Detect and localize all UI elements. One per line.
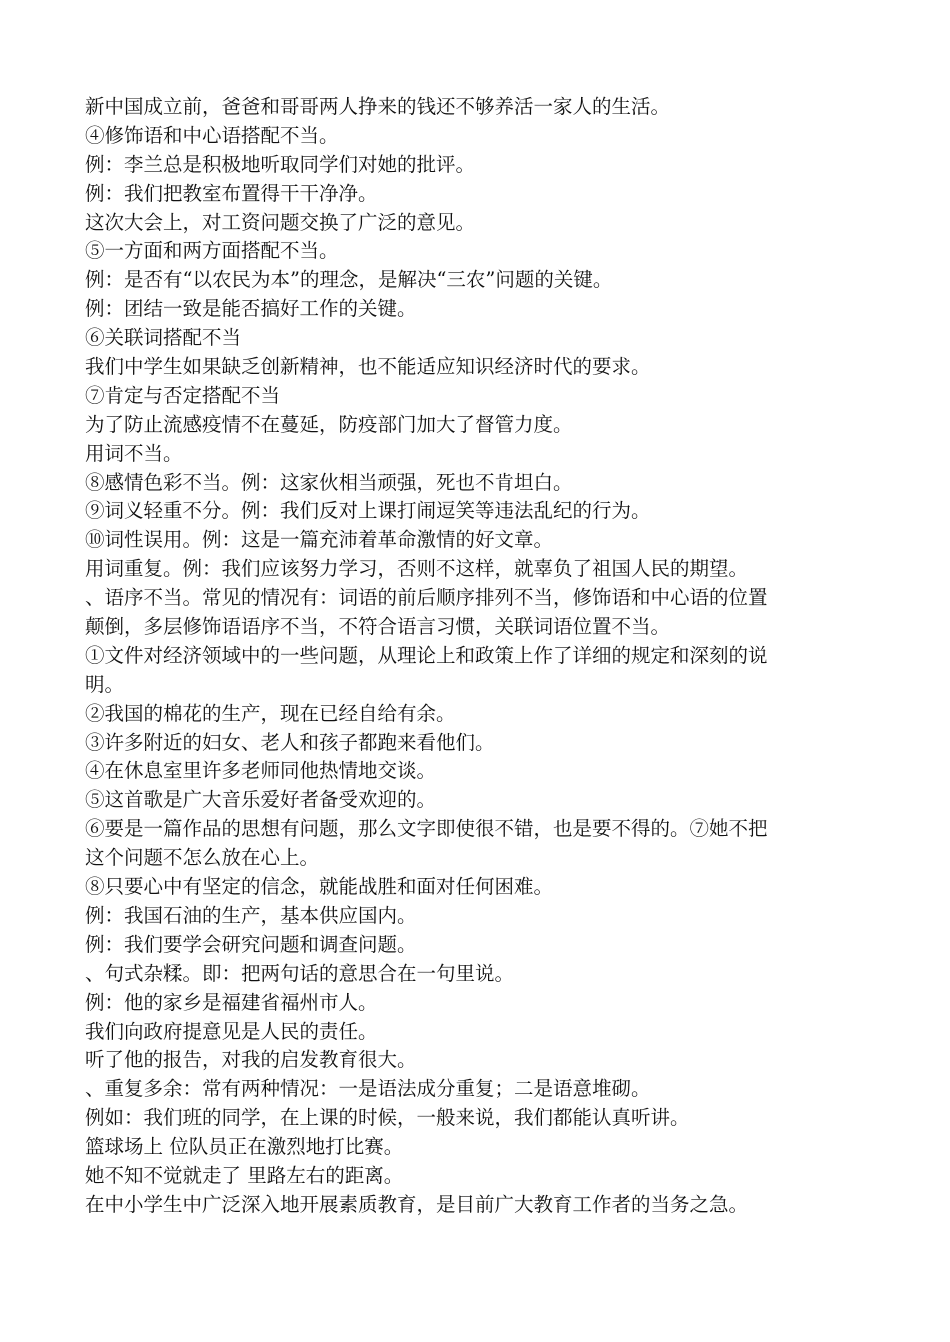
text-line: ⑦肯定与否定搭配不当: [85, 383, 281, 407]
text-line: 她不知不觉就走了 里路左右的距离。: [85, 1163, 404, 1187]
text-line: 颠倒，多层修饰语语序不当，不符合语言习惯，关联词语位置不当。: [85, 615, 671, 639]
text-line: 例：团结一致是能否搞好工作的关键。: [85, 297, 417, 321]
text-line: ⑧感情色彩不当。例：这家伙相当顽强，死也不肯坦白。: [85, 470, 573, 494]
text-line: 这个问题不怎么放在心上。: [85, 846, 320, 870]
text-line: 、句式杂糅。即：把两句话的意思合在一句里说。: [85, 961, 515, 985]
text-line: ④修饰语和中心语搭配不当。: [85, 123, 339, 147]
text-line: 例如：我们班的同学，在上课的时候，一般来说，我们都能认真听讲。: [85, 1106, 690, 1130]
text-line: ⑩词性误用。例：这是一篇充沛着革命激情的好文章。: [85, 528, 554, 552]
text-line: 例：我们把教室布置得干干净净。: [85, 181, 378, 205]
text-line: 为了防止流感疫情不在蔓延，防疫部门加大了督管力度。: [85, 412, 573, 436]
text-line: ②我国的棉花的生产，现在已经自给有余。: [85, 701, 456, 725]
text-line: ⑧只要心中有坚定的信念，就能战胜和面对任何困难。: [85, 875, 554, 899]
text-line: 例：我国石油的生产，基本供应国内。: [85, 903, 417, 927]
text-line: 例：李兰总是积极地听取同学们对她的批评。: [85, 152, 476, 176]
text-line: ⑨词义轻重不分。例：我们反对上课打闹逗笑等违法乱纪的行为。: [85, 499, 651, 523]
text-line: ④在休息室里许多老师同他热情地交谈。: [85, 759, 437, 783]
text-line: 例：他的家乡是福建省福州市人。: [85, 990, 378, 1014]
text-line: ③许多附近的妇女、老人和孩子都跑来看他们。: [85, 730, 495, 754]
text-line: 用词重复。例：我们应该努力学习，否则不这样，就辜负了祖国人民的期望。: [85, 557, 749, 581]
text-line: 听了他的报告，对我的启发教育很大。: [85, 1048, 417, 1072]
text-line: 、语序不当。常见的情况有：词语的前后顺序排列不当，修饰语和中心语的位置: [85, 586, 768, 610]
text-line: 篮球场上 位队员正在激烈地打比赛。: [85, 1135, 404, 1159]
text-line: 这次大会上，对工资问题交换了广泛的意见。: [85, 210, 476, 234]
text-line: ⑤这首歌是广大音乐爱好者备受欢迎的。: [85, 788, 437, 812]
text-line: ⑤一方面和两方面搭配不当。: [85, 239, 339, 263]
document-body: [85, 93, 875, 1220]
text-line: 新中国成立前，爸爸和哥哥两人挣来的钱还不够养活一家人的生活。: [85, 95, 671, 118]
text-line: 我们向政府提意见是人民的责任。: [85, 1019, 378, 1043]
text-line: ⑥要是一篇作品的思想有问题，那么文字即使很不错，也是要不得的。⑦她不把: [85, 817, 768, 841]
text-line: 、重复多余：常有两种情况：一是语法成分重复；二是语意堆砌。: [85, 1077, 651, 1101]
text-line: ⑥关联词搭配不当: [85, 326, 242, 350]
text-line: 用词不当。: [85, 441, 183, 465]
text-line: ①文件对经济领域中的一些问题，从理论上和政策上作了详细的规定和深刻的说: [85, 643, 768, 667]
text-line: 例：是否有“以农民为本”的理念，是解决“三农”问题的关键。: [85, 268, 613, 292]
text-line: 例：我们要学会研究问题和调查问题。: [85, 932, 417, 956]
text-line: 在中小学生中广泛深入地开展素质教育，是目前广大教育工作者的当务之急。: [85, 1192, 749, 1216]
text-line: 明。: [85, 672, 125, 696]
text-line: 我们中学生如果缺乏创新精神，也不能适应知识经济时代的要求。: [85, 355, 651, 379]
